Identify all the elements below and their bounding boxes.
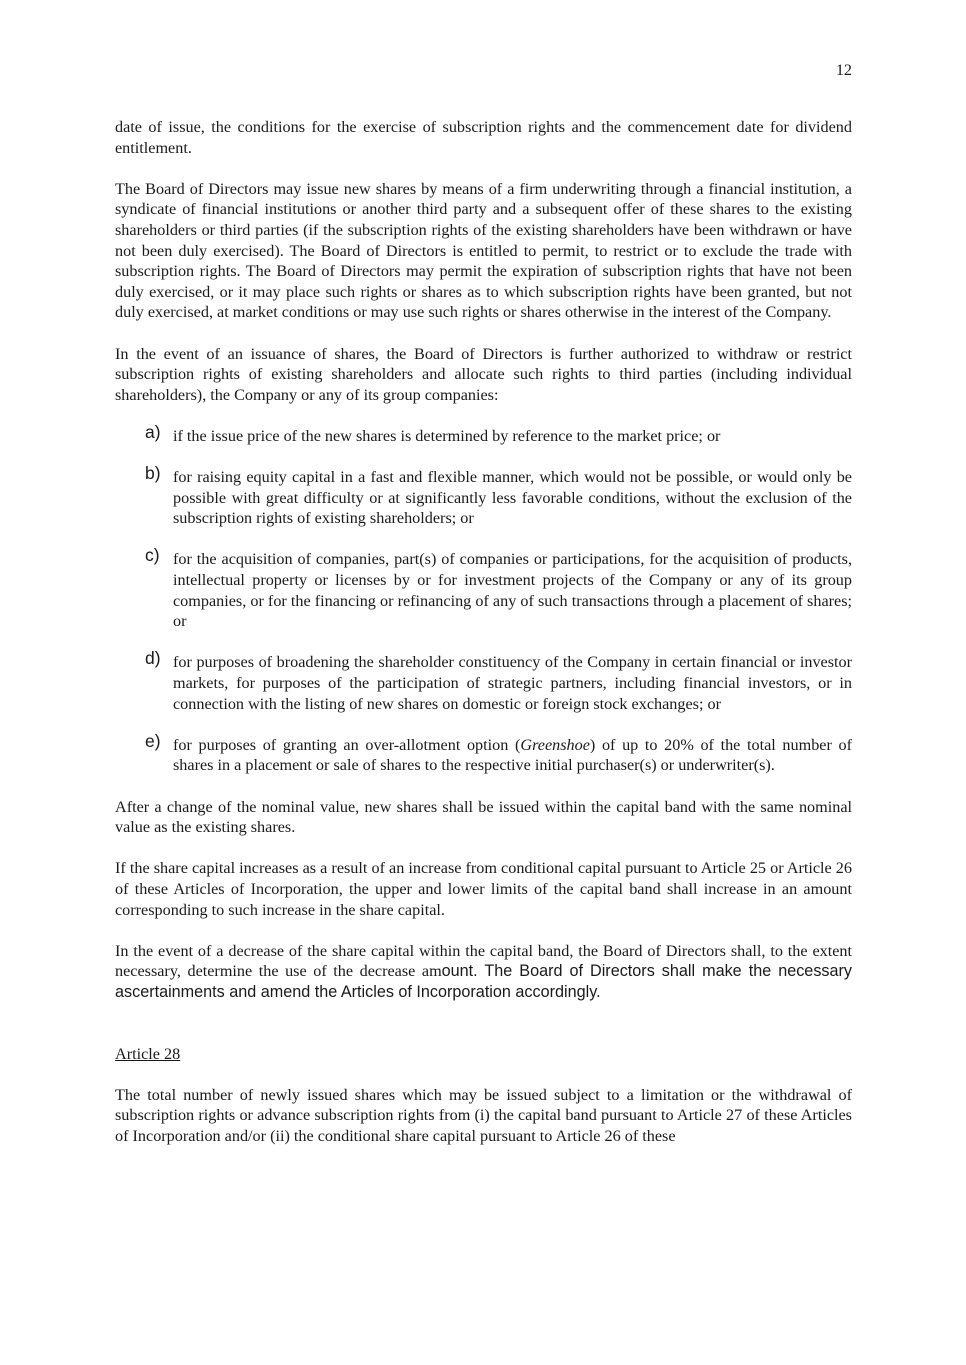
paragraph-capital-decrease: In the event of a decrease of the share capital within the capital band, the Board of Directors shall, to the extent necessary, determine the use of the decrease amount. The Board of Directors shall make the necessary ascertainments and amend the Articles of Incorporation accordingly. — [115, 941, 852, 1001]
list-item-text: for purposes of broadening the shareholder constituency of the Company in certain financial or investor markets, for purposes of the participation of strategic partners, including financial investors, or in connection with the listing of new shares on domestic or foreign stock exchanges; or — [173, 653, 852, 713]
list-item-e — [115, 730, 852, 776]
list-marker: c) — [145, 545, 160, 566]
paragraph-conditional-capital: If the share capital increases as a result of an increase from conditional capital pursuant to Article 25 or Article 26 of these Articles of Incorporation, the upper and lower limits of the capital band shall increase in an amount corresponding to such increase in the share capital. — [115, 859, 852, 919]
paragraph-firm-underwriting: The Board of Directors may issue new shares by means of a firm underwriting through a financial institution, a syndicate of financial institutions or another third party and a subsequent offer of these shares to the existing shareholders or third parties (if the subscription rights of the existing shareholders have been withdrawn or have not been duly exercised). The Board of Directors is entitled to permit, to restrict or to exclude the trade with subscription rights. The Board of Directors may permit the expiration of subscription rights that have not been duly exercised, or it may place such rights or shares as to which subscription rights have been granted, but not duly exercised, at market conditions or may use such rights or shares otherwise in the interest of the Company. — [115, 179, 852, 322]
paragraph-nominal-value: After a change of the nominal value, new shares shall be issued within the capital band with the same nominal value as the existing shares. — [115, 797, 852, 837]
greenshoe-term: Greenshoe — [520, 735, 590, 754]
page-body — [115, 117, 852, 1167]
paragraph-dividend-entitlement: date of issue, the conditions for the exercise of subscription rights and the commencement date for dividend entitlement. — [115, 118, 852, 157]
authorization-list — [115, 421, 852, 776]
list-marker: a) — [145, 421, 161, 442]
list-item-c — [115, 545, 852, 631]
list-item-text: for purposes of granting an over-allotment option (Greenshoe) of up to 20% of the total number of shares in a placement or sale of shares to the respective initial purchaser(s) or underwriter(s). — [173, 735, 852, 775]
list-marker: d) — [145, 648, 161, 669]
list-item-text: for raising equity capital in a fast and flexible manner, which would not be possible, or would only be possible with great difficulty or at significantly less favorable conditions, without the exclusion of the subscription rights of existing shareholders; or — [173, 468, 852, 528]
list-item-d — [115, 648, 852, 714]
list-marker: e) — [145, 730, 161, 751]
paragraph-newly-issued-shares: The total number of newly issued shares which may be issued subject to a limitation or the withdrawal of subscription rights or advance subscription rights from (i) the capital band pursuant to Article 27 of these Articles of Incorporation and/or (ii) the conditional share capital pursuant to Article 26 of these — [115, 1085, 852, 1145]
list-marker: b) — [145, 463, 161, 484]
list-item-text: if the issue price of the new shares is determined by reference to the market price; or — [173, 426, 721, 445]
list-item-text: for the acquisition of companies, part(s) of companies or participations, for the acquisition of products, intellectual property or licenses by or for investment projects of the Company or any of its group companies, or for the financing or refinancing of any of such transactions through a placement of shares; or — [173, 550, 852, 631]
list-item-a — [115, 421, 852, 447]
article-28-heading: Article 28 — [115, 1044, 181, 1063]
list-item-b — [115, 463, 852, 529]
paragraph-withdraw-rights: In the event of an issuance of shares, the Board of Directors is further authorized to withdraw or restrict subscription rights of existing shareholders and allocate such rights to third parties (including individual shareholders), the Company or any of its group companies: — [115, 344, 852, 404]
page-number: 12 — [835, 61, 852, 79]
